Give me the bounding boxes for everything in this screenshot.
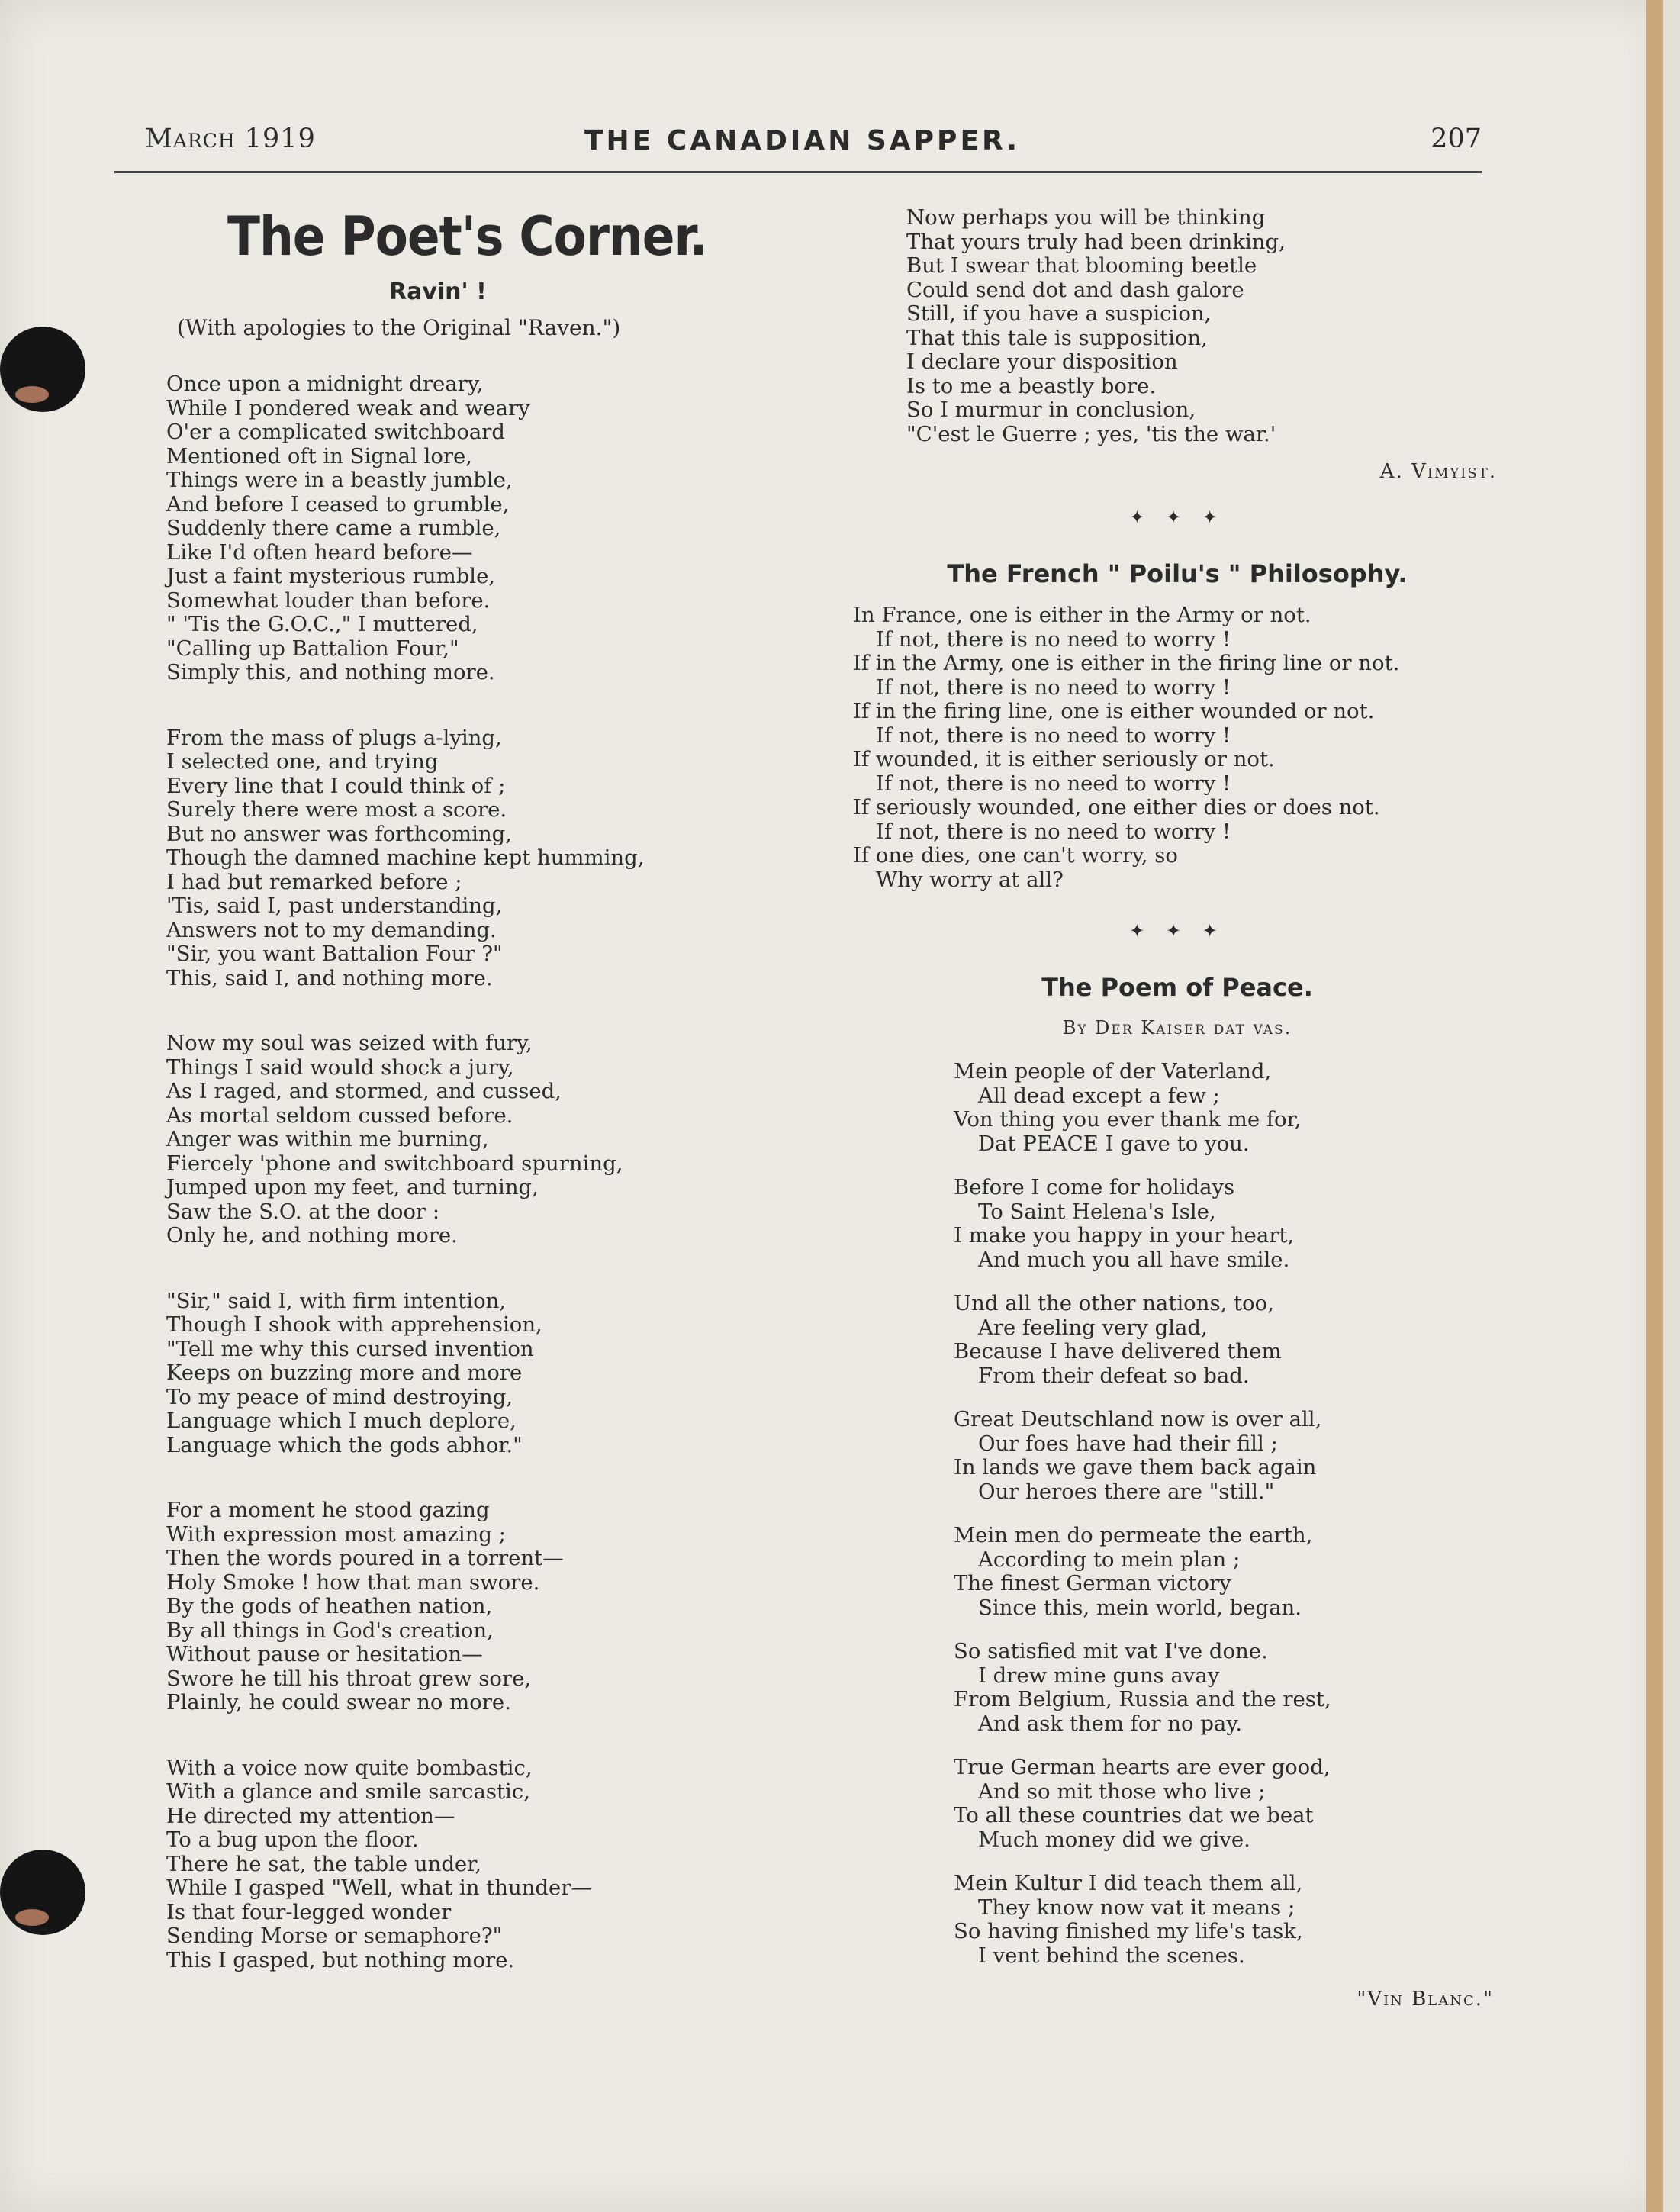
ornament-divider: ✦ ✦ ✦: [1129, 920, 1225, 942]
verse-line: For a moment he stood gazing: [166, 1498, 490, 1522]
verse-line: To Saint Helena's Isle,: [978, 1199, 1216, 1224]
page-edge: [1646, 0, 1663, 2212]
ravin-stanza-5: [166, 1499, 801, 1715]
verse-line: And so mit those who live ;: [978, 1779, 1266, 1804]
verse-line: Simply this, and nothing more.: [166, 660, 495, 684]
verse-line: Suddenly there came a rumble,: [166, 516, 501, 540]
verse-line: While I gasped "Well, what in thunder—: [166, 1876, 592, 1900]
verse-line: Once upon a midnight dreary,: [166, 372, 484, 396]
peace-stanza-1: [954, 1060, 1501, 1156]
verse-line: Keeps on buzzing more and more: [166, 1360, 523, 1385]
verse-line: Von thing you ever thank me for,: [954, 1107, 1302, 1132]
verse-line: According to mein plan ;: [978, 1547, 1241, 1572]
verse-line: "Tell me why this cursed invention: [166, 1336, 534, 1361]
binder-hole-top: [0, 327, 85, 412]
verse-line: Still, if you have a suspicion,: [906, 301, 1212, 326]
poem-title-ravin: Ravin' !: [389, 279, 487, 305]
peace-stanza-4: [954, 1408, 1501, 1504]
verse-line: There he sat, the table under,: [166, 1851, 482, 1876]
verse-line: " 'Tis the G.O.C.," I muttered,: [166, 612, 478, 636]
page-number: 207: [1431, 124, 1482, 154]
verse-line: If wounded, it is either seriously or not.: [853, 747, 1275, 771]
verse-line: Then the words poured in a torrent—: [166, 1546, 564, 1570]
verse-line: Dat PEACE I gave to you.: [978, 1131, 1250, 1156]
publication-title: THE CANADIAN SAPPER.: [584, 125, 1021, 156]
verse-line: Though I shook with apprehension,: [166, 1312, 542, 1337]
verse-line: From their defeat so bad.: [978, 1363, 1250, 1388]
verse-line: "C'est le Guerre ; yes, 'tis the war.': [906, 421, 1276, 446]
ravin-stanza-3: [166, 1032, 801, 1248]
verse-line: Why worry at all?: [876, 867, 1064, 892]
verse-line: Is to me a beastly bore.: [906, 373, 1157, 398]
binder-hole-bottom: [0, 1850, 85, 1935]
verse-line: Swore he till his throat grew sore,: [166, 1666, 532, 1691]
peace-stanza-5: [954, 1524, 1501, 1620]
verse-line: From the mass of plugs a-lying,: [166, 725, 502, 750]
verse-line: They know now vat it means ;: [978, 1895, 1295, 1920]
verse-line: To all these countries dat we beat: [954, 1803, 1314, 1827]
verse-line: Things I said would shock a jury,: [166, 1054, 514, 1080]
verse-line: Mein men do permeate the earth,: [954, 1523, 1313, 1547]
verse-line: So having finished my life's task,: [954, 1919, 1303, 1943]
verse-line: I selected one, and trying: [166, 749, 439, 774]
poem-subtitle: (With apologies to the Original "Raven."): [177, 315, 621, 340]
verse-line: He directed my attention—: [166, 1803, 455, 1828]
verse-line: I make you happy in your heart,: [954, 1223, 1295, 1248]
verse-line: If not, there is no need to worry !: [876, 723, 1231, 748]
verse-line: Our heroes there are "still.": [978, 1479, 1275, 1504]
verse-line: Before I come for holidays: [954, 1175, 1235, 1199]
verse-line: Without pause or hesitation—: [166, 1642, 483, 1666]
ravin-stanza-1: [166, 372, 801, 685]
ornament-divider: ✦ ✦ ✦: [1129, 507, 1225, 528]
peace-stanza-2: [954, 1176, 1501, 1272]
ravin-stanza-2: [166, 726, 801, 991]
verse-line: That yours truly had been drinking,: [906, 229, 1286, 254]
peace-stanza-6: [954, 1640, 1501, 1736]
peace-stanza-8: [954, 1872, 1501, 1968]
verse-line: Every line that I could think of ;: [166, 773, 506, 798]
verse-line: 'Tis, said I, past understanding,: [166, 893, 503, 918]
verse-line: In lands we gave them back again: [954, 1455, 1317, 1479]
verse-line: Language which I much deplore,: [166, 1409, 517, 1433]
verse-line: Plainly, he could swear no more.: [166, 1690, 511, 1715]
ravin-stanza-4: [166, 1290, 801, 1458]
verse-line: Mentioned oft in Signal lore,: [166, 443, 473, 468]
verse-line: Just a faint mysterious rumble,: [166, 564, 496, 588]
verse-line: Is that four-legged wonder: [166, 1899, 452, 1924]
peace-byline: By Der Kaiser dat vas.: [1062, 1017, 1292, 1038]
right-column: [853, 206, 1501, 2011]
verse-line: Things were in a beastly jumble,: [166, 468, 513, 492]
verse-line: If seriously wounded, one either dies or does not.: [853, 795, 1380, 819]
verse-line: Fiercely 'phone and switchboard spurning,: [166, 1151, 623, 1176]
verse-line: With expression most amazing ;: [166, 1521, 506, 1547]
verse-line: By the gods of heathen nation,: [166, 1594, 493, 1618]
ravin-author: A. Vimyist.: [1379, 460, 1497, 483]
peace-stanza-3: [954, 1292, 1501, 1388]
verse-line: So satisfied mit vat I've done.: [954, 1639, 1268, 1663]
verse-line: Answers not to my demanding.: [166, 917, 497, 942]
verse-line: I had but remarked before ;: [166, 869, 462, 894]
verse-line: Mein Kultur I did teach them all,: [954, 1871, 1303, 1895]
poilu-title: The French " Poilu's " Philosophy.: [947, 559, 1408, 588]
verse-line: If in the firing line, one is either wounded or not.: [853, 699, 1375, 723]
verse-line: Jumped upon my feet, and turning,: [166, 1175, 539, 1199]
verse-line: True German hearts are ever good,: [954, 1755, 1331, 1779]
verse-line: In France, one is either in the Army or not.: [853, 603, 1311, 627]
verse-line: From Belgium, Russia and the rest,: [954, 1687, 1331, 1711]
verse-line: Holy Smoke ! how that man swore.: [166, 1570, 540, 1595]
verse-line: Like I'd often heard before—: [166, 539, 473, 565]
verse-line: If in the Army, one is either in the firing line or not.: [853, 651, 1400, 675]
verse-line: Anger was within me burning,: [166, 1127, 489, 1151]
verse-line: If not, there is no need to worry !: [876, 675, 1231, 700]
verse-line: "Sir, you want Battalion Four ?": [166, 942, 503, 966]
verse-line: If not, there is no need to worry !: [876, 771, 1231, 796]
verse-line: Mein people of der Vaterland,: [954, 1059, 1272, 1083]
verse-line: This I gasped, but nothing more.: [166, 1947, 515, 1972]
verse-line: And much you all have smile.: [978, 1247, 1290, 1272]
verse-line: But no answer was forthcoming,: [166, 821, 512, 846]
verse-line: But I swear that blooming beetle: [906, 253, 1257, 278]
peace-title: The Poem of Peace.: [1041, 973, 1313, 1002]
verse-line: With a glance and smile sarcastic,: [166, 1779, 530, 1804]
verse-line: Our foes have had their fill ;: [978, 1431, 1278, 1456]
section-title: The Poet's Corner.: [227, 205, 707, 268]
running-header: [114, 121, 1482, 166]
verse-line: By all things in God's creation,: [166, 1618, 494, 1643]
ravin-continuation: [853, 206, 1501, 446]
verse-line: Und all the other nations, too,: [954, 1291, 1274, 1315]
verse-line: That this tale is supposition,: [906, 325, 1208, 350]
verse-line: "Sir," said I, with firm intention,: [166, 1288, 507, 1313]
verse-line: I drew mine guns avay: [978, 1663, 1220, 1688]
verse-line: Much money did we give.: [978, 1827, 1250, 1852]
verse-line: If one dies, one can't worry, so: [853, 843, 1178, 868]
header-rule: [114, 171, 1482, 173]
poilu-text: [853, 604, 1501, 892]
left-column: [114, 198, 801, 2014]
verse-line: If not, there is no need to worry !: [876, 819, 1231, 844]
verse-line: And before I ceased to grumble,: [166, 491, 510, 517]
verse-line: Sending Morse or semaphore?": [166, 1924, 503, 1948]
verse-line: Language which the gods abhor.": [166, 1432, 523, 1457]
verse-line: As I raged, and stormed, and cussed,: [166, 1079, 562, 1103]
verse-line: So I murmur in conclusion,: [906, 398, 1196, 422]
verse-line: Now my soul was seized with fury,: [166, 1031, 533, 1055]
verse-line: To my peace of mind destroying,: [166, 1384, 513, 1409]
verse-line: O'er a complicated switchboard: [166, 420, 506, 444]
verse-line: I vent behind the scenes.: [978, 1943, 1245, 1968]
verse-line: Now perhaps you will be thinking: [906, 205, 1266, 230]
verse-line: Are feeling very glad,: [978, 1315, 1208, 1340]
verse-line: All dead except a few ;: [978, 1083, 1220, 1108]
verse-line: Because I have delivered them: [954, 1339, 1282, 1364]
verse-line: Surely there were most a score.: [166, 797, 507, 822]
verse-line: Could send dot and dash galore: [906, 277, 1244, 302]
verse-line: Though the damned machine kept humming,: [166, 845, 645, 870]
verse-line: As mortal seldom cussed before.: [166, 1103, 513, 1128]
verse-line: Since this, mein world, began.: [978, 1595, 1302, 1620]
verse-line: The finest German victory: [954, 1571, 1231, 1595]
verse-line: Saw the S.O. at the door :: [166, 1199, 440, 1224]
peace-author: "Vin Blanc.": [1357, 1988, 1494, 2011]
verse-line: Somewhat louder than before.: [166, 588, 491, 613]
issue-date: March 1919: [145, 124, 316, 154]
verse-line: While I pondered weak and weary: [166, 395, 530, 420]
verse-line: Only he, and nothing more.: [166, 1223, 458, 1248]
verse-line: With a voice now quite bombastic,: [166, 1755, 533, 1780]
verse-line: And ask them for no pay.: [978, 1711, 1242, 1736]
verse-line: "Calling up Battalion Four,": [166, 636, 459, 661]
peace-stanza-7: [954, 1756, 1501, 1852]
verse-line: To a bug upon the floor.: [166, 1827, 419, 1852]
verse-line: This, said I, and nothing more.: [166, 965, 493, 990]
verse-line: If not, there is no need to worry !: [876, 626, 1231, 652]
verse-line: Great Deutschland now is over all,: [954, 1407, 1322, 1431]
verse-line: I declare your disposition: [906, 349, 1178, 374]
ravin-stanza-6: [166, 1756, 801, 1973]
